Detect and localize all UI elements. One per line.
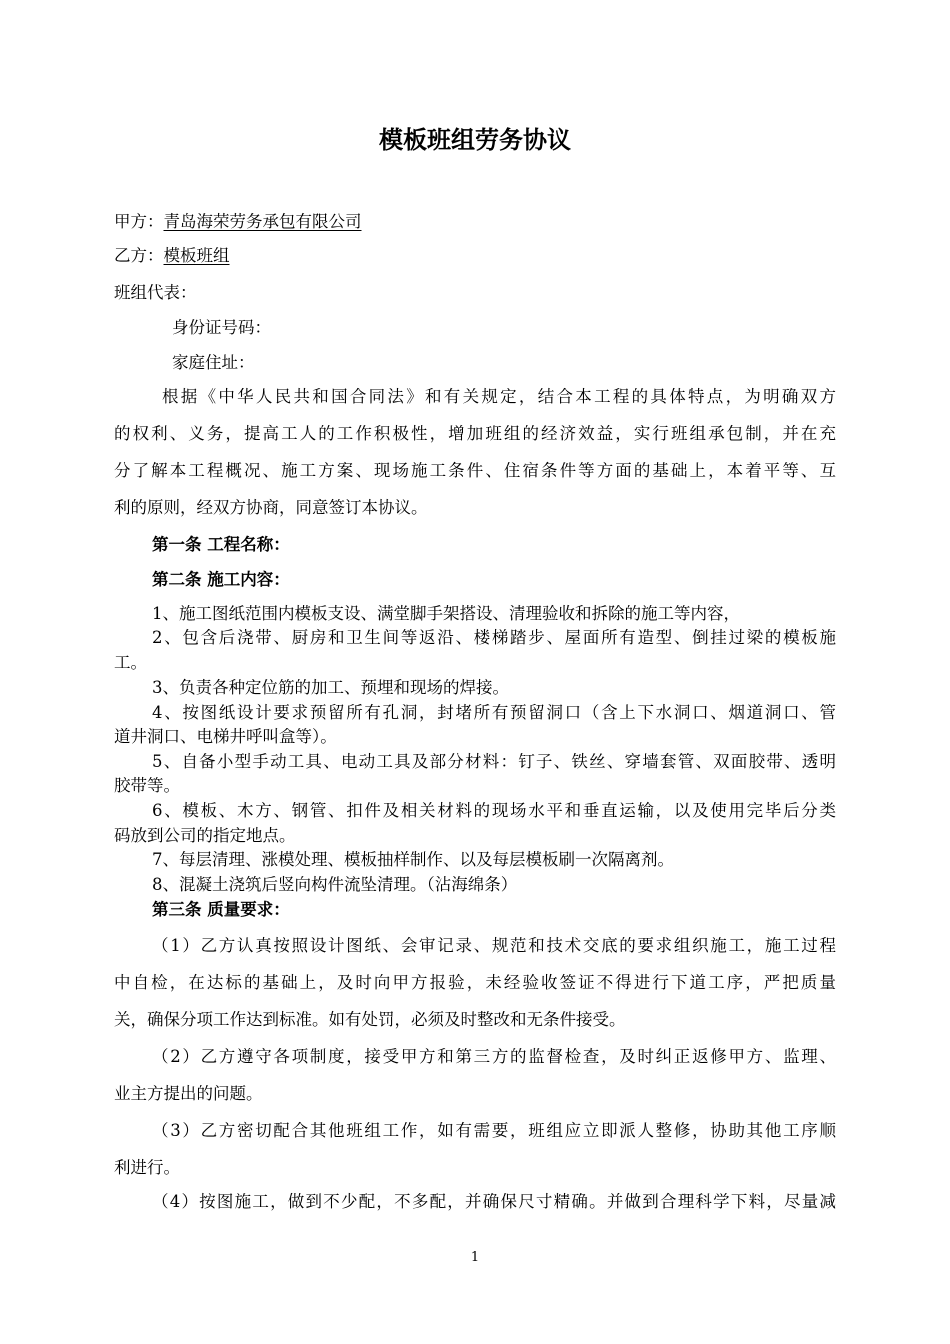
quality-line: 业主方提出的问题。 bbox=[114, 1084, 263, 1103]
intro-line: 的权利、义务，提高工人的工作积极性，增加班组的经济效益，实行班组承包制，并在充 bbox=[114, 424, 836, 443]
quality-line: （1）乙方认真按照设计图纸、会审记录、规范和技术交底的要求组织施工，施工过程 bbox=[152, 936, 836, 955]
article-3-heading: 第三条 质量要求： bbox=[152, 900, 290, 919]
page-number: 1 bbox=[470, 1250, 480, 1265]
quality-line: （4）按图施工，做到不少配，不多配，并确保尺寸精确。并做到合理科学下料，尽量减 bbox=[152, 1192, 836, 1211]
content-line: 1、施工图纸范围内模板支设、满堂脚手架搭设、清理验收和拆除的施工等内容， bbox=[152, 604, 740, 623]
party-b-line bbox=[114, 246, 836, 266]
content-line: 胶带等。 bbox=[114, 776, 180, 795]
content-line: 工。 bbox=[114, 653, 147, 672]
address-label: 家庭住址： bbox=[172, 353, 255, 372]
content-line: 5、自备小型手动工具、电动工具及部分材料：钉子、铁丝、穿墙套管、双面胶带、透明 bbox=[152, 752, 836, 771]
intro-line: 利的原则，经双方协商，同意签订本协议。 bbox=[114, 498, 428, 517]
intro-line: 根据《中华人民共和国合同法》和有关规定，结合本工程的具体特点，为明确双方 bbox=[162, 387, 836, 406]
document-title: 模板班组劳务协议 bbox=[379, 126, 571, 154]
intro-line: 分了解本工程概况、施工方案、现场施工条件、住宿条件等方面的基础上，本着平等、互 bbox=[114, 461, 836, 480]
party-b-label: 乙方： bbox=[114, 246, 164, 265]
quality-line: 中自检，在达标的基础上，及时向甲方报验，未经验收签证不得进行下道工序，严把质量 bbox=[114, 973, 836, 992]
quality-line: （2）乙方遵守各项制度，接受甲方和第三方的监督检查，及时纠正返修甲方、监理、 bbox=[152, 1047, 836, 1066]
content-line: 4、按图纸设计要求预留所有孔洞，封堵所有预留洞口（含上下水洞口、烟道洞口、管 bbox=[152, 703, 836, 722]
quality-line: 关，确保分项工作达到标准。如有处罚，必须及时整改和无条件接受。 bbox=[114, 1010, 626, 1029]
article-2-heading: 第二条 施工内容： bbox=[152, 570, 290, 589]
id-number-label: 身份证号码： bbox=[172, 318, 271, 337]
party-a-value: 青岛海荣劳务承包有限公司 bbox=[163, 212, 362, 231]
content-line: 码放到公司的指定地点。 bbox=[114, 826, 296, 845]
quality-line: 利进行。 bbox=[114, 1158, 180, 1177]
content-line: 7、每层清理、涨模处理、模板抽样制作、以及每层模板刷一次隔离剂。 bbox=[152, 850, 674, 869]
rep-label: 班组代表： bbox=[114, 283, 197, 302]
party-b-value: 模板班组 bbox=[163, 246, 230, 265]
article-1-heading: 第一条 工程名称： bbox=[152, 535, 290, 554]
content-line: 2、包含后浇带、厨房和卫生间等返沿、楼梯踏步、屋面所有造型、倒挂过梁的模板施 bbox=[152, 628, 836, 647]
content-line: 8、混凝土浇筑后竖向构件流坠清理。（沾海绵条） bbox=[152, 875, 518, 894]
content-line: 6、模板、木方、钢管、扣件及相关材料的现场水平和垂直运输，以及使用完毕后分类 bbox=[152, 801, 836, 820]
party-a-line bbox=[114, 212, 836, 232]
content-line: 3、负责各种定位筋的加工、预埋和现场的焊接。 bbox=[152, 678, 509, 697]
party-a-label: 甲方： bbox=[114, 212, 164, 231]
content-line: 道井洞口、电梯井呼叫盒等）。 bbox=[114, 727, 337, 746]
quality-line: （3）乙方密切配合其他班组工作，如有需要，班组应立即派人整修，协助其他工序顺 bbox=[152, 1121, 836, 1140]
